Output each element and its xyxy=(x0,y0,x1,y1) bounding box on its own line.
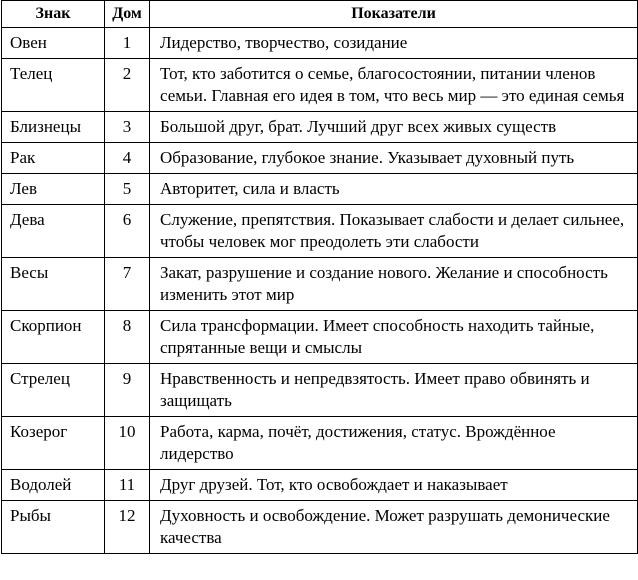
indicators-cell: Образование, глубокое знание. Указывает духовный путь xyxy=(150,143,638,174)
sign-cell: Телец xyxy=(2,59,105,112)
indicators-cell: Большой друг, брат. Лучший друг всех живых существ xyxy=(150,112,638,143)
indicators-cell: Нравственность и непредвзятость. Имеет право обвинять и защищать xyxy=(150,364,638,417)
sign-cell: Козерог xyxy=(2,417,105,470)
indicators-cell: Друг друзей. Тот, кто освобождает и наказывает xyxy=(150,470,638,501)
table-row xyxy=(2,364,638,417)
house-cell: 4 xyxy=(105,143,150,174)
indicators-cell: Тот, кто заботится о семье, благосостоянии, питании членов семьи. Главная его идея в том, что весь мир — это единая семья xyxy=(150,59,638,112)
sign-cell: Рак xyxy=(2,143,105,174)
sign-cell: Скорпион xyxy=(2,311,105,364)
table-row xyxy=(2,28,638,59)
table-body xyxy=(2,28,638,554)
sign-cell: Близнецы xyxy=(2,112,105,143)
house-cell: 8 xyxy=(105,311,150,364)
table-row xyxy=(2,205,638,258)
house-cell: 5 xyxy=(105,174,150,205)
table-row xyxy=(2,59,638,112)
header-indicators: Показатели xyxy=(150,1,638,28)
table-row xyxy=(2,112,638,143)
house-cell: 10 xyxy=(105,417,150,470)
house-cell: 6 xyxy=(105,205,150,258)
sign-cell: Овен xyxy=(2,28,105,59)
house-cell: 9 xyxy=(105,364,150,417)
sign-cell: Водолей xyxy=(2,470,105,501)
house-cell: 1 xyxy=(105,28,150,59)
house-cell: 11 xyxy=(105,470,150,501)
sign-cell: Рыбы xyxy=(2,501,105,554)
sign-cell: Весы xyxy=(2,258,105,311)
sign-cell: Дева xyxy=(2,205,105,258)
table-row xyxy=(2,143,638,174)
zodiac-houses-table xyxy=(1,0,638,554)
indicators-cell: Духовность и освобождение. Может разрушать демонические качества xyxy=(150,501,638,554)
table-row xyxy=(2,311,638,364)
indicators-cell: Работа, карма, почёт, достижения, статус. Врождённое лидерство xyxy=(150,417,638,470)
house-cell: 12 xyxy=(105,501,150,554)
sign-cell: Стрелец xyxy=(2,364,105,417)
indicators-cell: Закат, разрушение и создание нового. Желание и способность изменить этот мир xyxy=(150,258,638,311)
header-sign: Знак xyxy=(2,1,105,28)
table-row xyxy=(2,174,638,205)
house-cell: 2 xyxy=(105,59,150,112)
house-cell: 3 xyxy=(105,112,150,143)
indicators-cell: Сила трансформации. Имеет способность находить тайные, спрятанные вещи и смыслы xyxy=(150,311,638,364)
sign-cell: Лев xyxy=(2,174,105,205)
indicators-cell: Служение, препятствия. Показывает слабости и делает сильнее, чтобы человек мог преодолеть эти слабости xyxy=(150,205,638,258)
indicators-cell: Лидерство, творчество, созидание xyxy=(150,28,638,59)
header-row xyxy=(2,1,638,28)
indicators-cell: Авторитет, сила и власть xyxy=(150,174,638,205)
header-house: Дом xyxy=(105,1,150,28)
table-row xyxy=(2,501,638,554)
table-row xyxy=(2,470,638,501)
table-row xyxy=(2,417,638,470)
house-cell: 7 xyxy=(105,258,150,311)
table-row xyxy=(2,258,638,311)
